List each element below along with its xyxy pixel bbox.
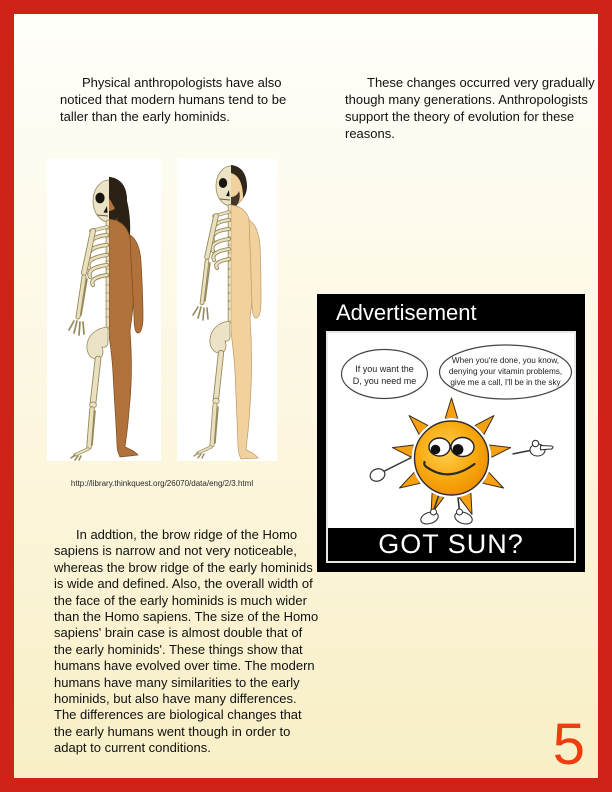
advertisement-label: Advertisement — [336, 300, 477, 325]
meme-caption: GOT SUN? — [328, 528, 574, 561]
sun-cartoon-image — [328, 333, 574, 528]
page-number: 5 — [552, 712, 585, 777]
body-paragraph: In addtion, the brow ridge of the Homo sapiens is narrow and not very noticeable, whereas the brow ridge of the early hominids is wide and defined. Also, the overall width of the face of the early hominids is much wider than the Homo sapiens. The size of the Homo sapiens' brain case is almost double that of the early hominids'. These things show that humans have evolved over time. The modern humans have many similarities to the early hominids, but also have many differences. The differences are biological changes that the early humans went though in order to adapt to current conditions. — [54, 527, 319, 756]
speech-bubble-right — [449, 356, 562, 387]
svg-text:give me a call, I'll be in the: give me a call, I'll be in the sky — [450, 378, 561, 387]
modern-human-figure — [177, 159, 277, 461]
intro-paragraph-left: Physical anthropologists have also noticed that modern humans tend to be taller than the early hominids. — [60, 75, 287, 124]
got-sun-meme — [326, 331, 576, 563]
intro-paragraph-right: These changes occurred very gradually though many generations. Anthropologists support the theory of evolution for these reasons. — [345, 75, 595, 141]
hominid-comparison-figure — [47, 159, 277, 461]
svg-text:When you're done, you know,: When you're done, you know, — [451, 356, 560, 365]
sun-cartoon-icon — [328, 333, 574, 528]
svg-text:D, you need me: D, you need me — [352, 376, 417, 386]
image-source-url: http://library.thinkquest.org/26070/data/eng/2/3.html — [70, 479, 254, 488]
advertisement-box — [317, 294, 585, 572]
svg-text:If you want the: If you want the — [355, 364, 414, 374]
early-hominid-panel — [47, 159, 161, 461]
svg-text:denying your vitamin problems,: denying your vitamin problems, — [448, 367, 563, 376]
modern-human-panel — [177, 159, 277, 461]
early-hominid-figure — [47, 159, 161, 461]
